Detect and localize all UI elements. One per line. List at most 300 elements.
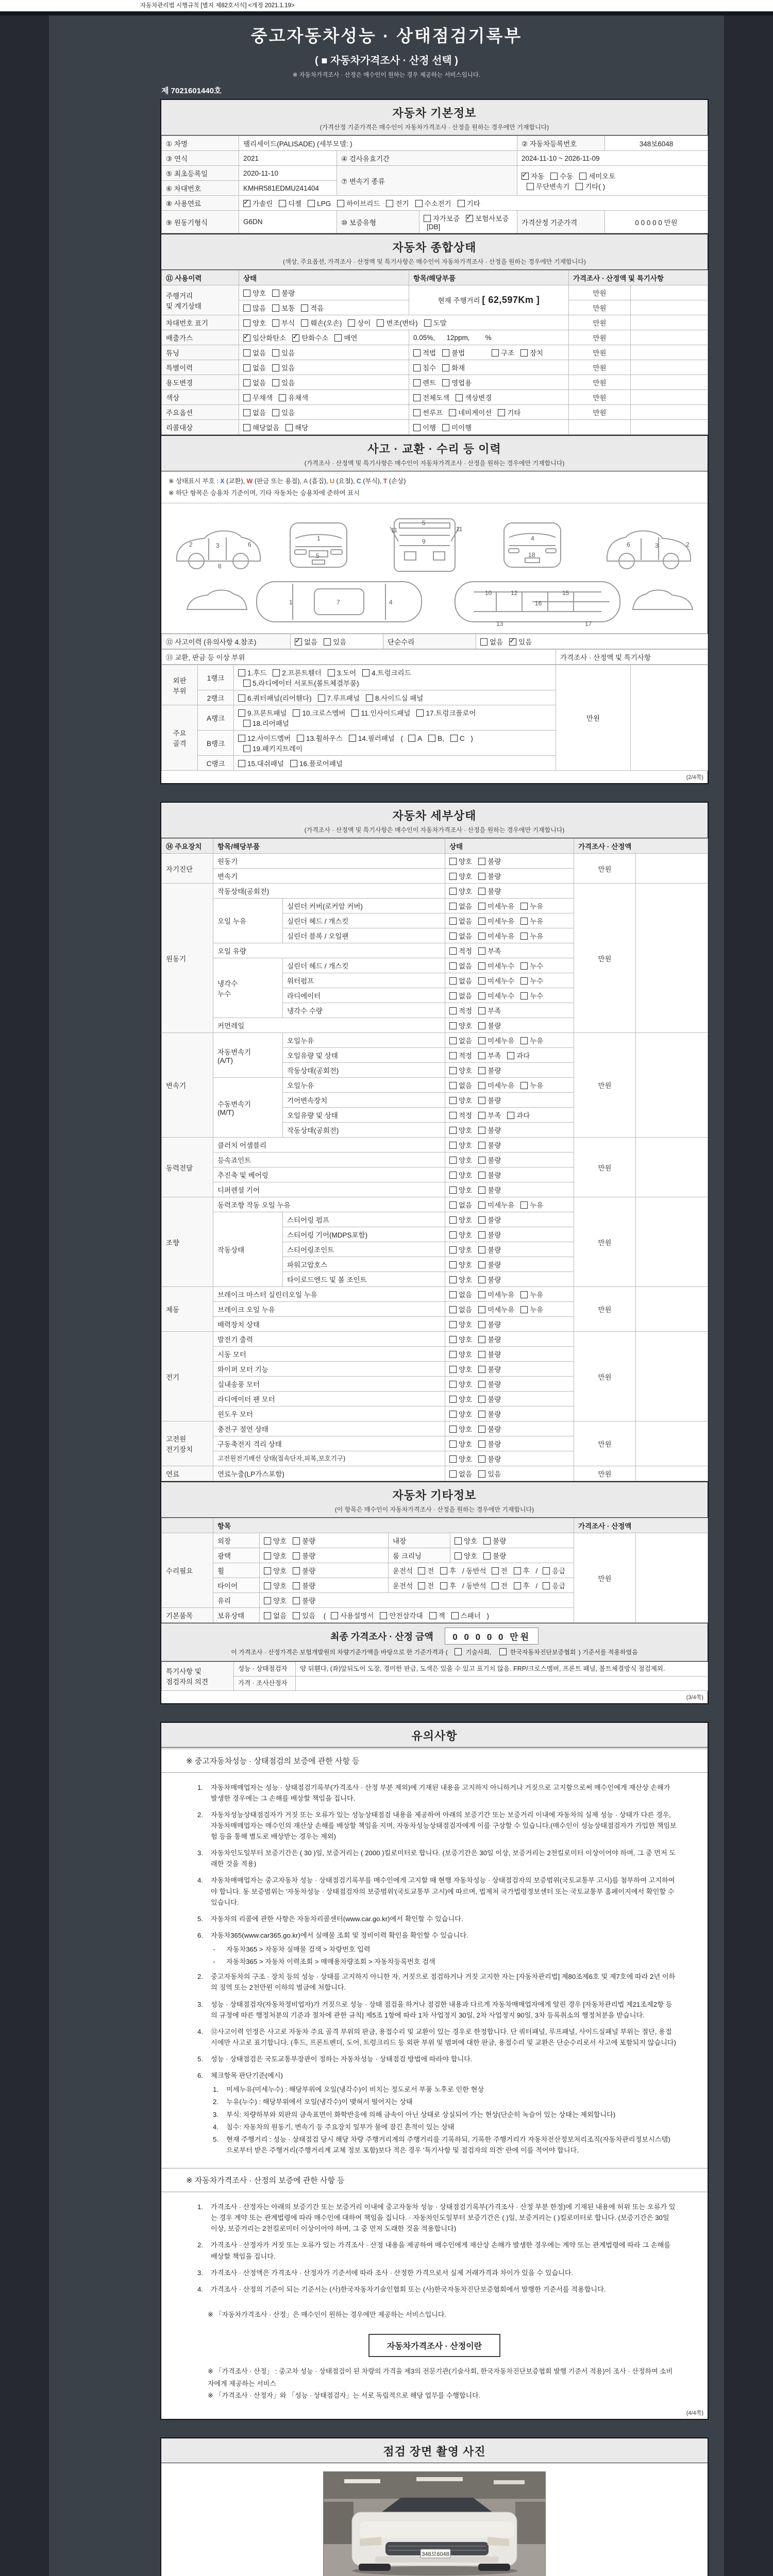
- checkbox[interactable]: [449, 1291, 457, 1298]
- cell: [409, 420, 569, 435]
- checkbox[interactable]: [478, 1142, 485, 1149]
- checkbox[interactable]: [550, 173, 558, 180]
- checkbox[interactable]: [449, 1261, 457, 1268]
- checkbox[interactable]: [308, 200, 315, 207]
- checkbox[interactable]: [520, 962, 528, 970]
- cell: 브레이크 마스터 실린더오일 누유: [213, 1287, 445, 1302]
- checkbox[interactable]: [449, 1052, 457, 1059]
- checkbox[interactable]: [478, 1351, 485, 1358]
- cell: [636, 884, 708, 1033]
- checkbox[interactable]: [478, 962, 485, 970]
- checkbox[interactable]: [243, 334, 250, 342]
- checkbox[interactable]: [440, 1582, 447, 1589]
- checkbox[interactable]: [293, 1552, 300, 1560]
- option-prefix: /: [533, 1567, 538, 1575]
- checkbox[interactable]: [492, 349, 499, 357]
- checkbox[interactable]: [301, 304, 308, 312]
- checkbox[interactable]: [576, 183, 583, 190]
- section-overall: [161, 233, 708, 270]
- checkbox[interactable]: [498, 409, 505, 416]
- checkbox[interactable]: [449, 858, 457, 865]
- checkbox[interactable]: [455, 1648, 462, 1655]
- checkbox[interactable]: [243, 394, 250, 401]
- checkbox[interactable]: [449, 1306, 457, 1313]
- checkbox[interactable]: [386, 200, 393, 207]
- checkbox[interactable]: [362, 669, 369, 676]
- checkbox[interactable]: [478, 1157, 485, 1164]
- card-notices: [160, 1722, 709, 2420]
- etc-info-table: [161, 1518, 708, 1623]
- checkbox[interactable]: [450, 735, 458, 742]
- checkbox[interactable]: [416, 709, 424, 717]
- checkbox[interactable]: [449, 1157, 457, 1164]
- checkbox[interactable]: [478, 1381, 485, 1388]
- checkbox[interactable]: [292, 334, 299, 342]
- checkbox[interactable]: [442, 364, 449, 371]
- checkbox[interactable]: [334, 334, 342, 342]
- checkbox[interactable]: [418, 1567, 425, 1574]
- checkbox[interactable]: [337, 200, 344, 207]
- checkbox[interactable]: [478, 1455, 485, 1463]
- checkbox[interactable]: [478, 1231, 485, 1239]
- notice-block2-list: [161, 2192, 708, 2308]
- checkbox[interactable]: [455, 1552, 462, 1560]
- cell: 튜닝: [162, 345, 239, 360]
- checkbox[interactable]: [478, 1082, 485, 1089]
- checkbox[interactable]: [413, 394, 421, 401]
- checkbox-label: 불량: [493, 1552, 507, 1560]
- checkbox[interactable]: [478, 1396, 485, 1403]
- checkbox[interactable]: [478, 1216, 485, 1224]
- checkbox[interactable]: [273, 669, 280, 676]
- divider: [0, 11, 773, 15]
- checkbox-label: 양호: [459, 1396, 473, 1403]
- cell: 기어변속장치: [283, 1093, 445, 1108]
- checkbox[interactable]: [449, 409, 456, 416]
- checkbox[interactable]: [449, 1276, 457, 1283]
- checkbox[interactable]: [243, 720, 250, 727]
- checkbox[interactable]: [293, 1597, 300, 1604]
- checkbox-label: 양호: [459, 1381, 473, 1388]
- checkbox-label: 없음: [459, 1037, 473, 1045]
- cell: 작동상태: [213, 1212, 283, 1287]
- checkbox[interactable]: [520, 1037, 528, 1044]
- checkbox[interactable]: [449, 1231, 457, 1239]
- checkbox[interactable]: [348, 319, 355, 327]
- checkbox[interactable]: [272, 319, 279, 327]
- cell: G6DN: [239, 211, 337, 233]
- checkbox[interactable]: [478, 1246, 485, 1253]
- cell: [445, 1451, 574, 1466]
- checkbox[interactable]: [478, 858, 485, 865]
- checkbox[interactable]: [520, 918, 528, 925]
- checkbox[interactable]: [478, 977, 485, 985]
- checkbox-label: 불량: [488, 1216, 501, 1224]
- checkbox[interactable]: [418, 1582, 425, 1589]
- checkbox[interactable]: [318, 694, 325, 702]
- checkbox[interactable]: [243, 409, 250, 416]
- checkbox-label: 부족: [488, 1052, 501, 1060]
- checkbox-label: 양호: [459, 1216, 473, 1224]
- checkbox[interactable]: [449, 1142, 457, 1149]
- checkbox[interactable]: [478, 933, 485, 940]
- basic-info-table: [161, 135, 708, 233]
- checkbox[interactable]: [243, 200, 250, 207]
- checkbox[interactable]: [272, 409, 279, 416]
- checkbox[interactable]: [243, 349, 250, 357]
- checkbox[interactable]: [272, 379, 279, 386]
- checkbox[interactable]: [520, 1306, 528, 1313]
- checkbox[interactable]: [238, 760, 245, 767]
- checkbox[interactable]: [331, 1612, 338, 1619]
- checkbox[interactable]: [492, 1567, 499, 1574]
- checkbox[interactable]: [264, 1567, 271, 1574]
- checkbox[interactable]: [520, 1201, 528, 1209]
- checkbox[interactable]: [478, 1411, 485, 1418]
- checkbox[interactable]: [478, 918, 485, 925]
- checkbox[interactable]: [449, 1127, 457, 1134]
- checkbox[interactable]: [324, 638, 331, 646]
- checkbox[interactable]: [449, 1366, 457, 1373]
- checkbox[interactable]: [449, 977, 457, 985]
- checkbox-label: 네비게이션: [458, 409, 492, 417]
- checkbox[interactable]: [413, 349, 421, 357]
- section-notice: [161, 1723, 708, 1748]
- checkbox[interactable]: [483, 1537, 491, 1545]
- checkbox[interactable]: [429, 1612, 436, 1619]
- section-detail: [161, 803, 708, 838]
- checkbox-label: 불량: [302, 1552, 316, 1560]
- checkbox[interactable]: [449, 1097, 457, 1104]
- checkbox[interactable]: [449, 992, 457, 999]
- checkbox[interactable]: [449, 1440, 457, 1448]
- checkbox-label: 있음: [281, 379, 295, 387]
- checkbox[interactable]: [514, 1567, 521, 1574]
- cell: [631, 420, 708, 435]
- checkbox[interactable]: [449, 1112, 457, 1119]
- checkbox[interactable]: [449, 1426, 457, 1433]
- final-price-label: 최종 가격조사 · 산정 금액: [330, 1631, 433, 1642]
- checkbox[interactable]: [543, 1582, 550, 1589]
- checkbox[interactable]: [449, 903, 457, 910]
- cell: [445, 1093, 574, 1108]
- checkbox[interactable]: [351, 709, 359, 717]
- checkbox[interactable]: [478, 947, 485, 955]
- checkbox-label: 없음: [459, 977, 473, 985]
- checkbox[interactable]: [415, 200, 423, 207]
- table-row: [162, 1662, 708, 1676]
- checkbox[interactable]: [297, 735, 304, 742]
- checkbox-label: 수동: [560, 172, 574, 180]
- checkbox-label: 2.프론트휀더: [282, 669, 322, 677]
- checkbox[interactable]: [480, 638, 488, 646]
- checkbox[interactable]: [449, 888, 457, 895]
- cell: 주행거리 및 계기상태: [162, 285, 239, 315]
- checkbox[interactable]: [478, 1007, 485, 1014]
- checkbox[interactable]: [478, 1426, 485, 1433]
- checkbox[interactable]: [483, 1552, 491, 1560]
- cell: 2021: [239, 151, 337, 166]
- cell: 만원: [574, 1197, 636, 1287]
- cell: 연료: [162, 1466, 213, 1481]
- checkbox[interactable]: [509, 638, 516, 646]
- checkbox[interactable]: [478, 1187, 485, 1194]
- checkbox[interactable]: [520, 992, 528, 999]
- checkbox-label: 해당: [295, 424, 309, 432]
- checkbox[interactable]: [272, 304, 279, 312]
- checkbox-label: 불량: [302, 1582, 316, 1590]
- price-survey-info-button[interactable]: 자동차가격조사 · 산정이란: [368, 2334, 500, 2357]
- checkbox[interactable]: [520, 933, 528, 940]
- checkbox[interactable]: [264, 1612, 271, 1619]
- cell: 2020-11-10: [239, 166, 337, 181]
- checkbox[interactable]: [377, 319, 384, 327]
- checkbox[interactable]: [295, 638, 302, 646]
- damage-code-desc: (부식),: [363, 478, 383, 485]
- checkbox[interactable]: [492, 1582, 499, 1589]
- cell: ⑬ 교환, 판금 등 이상 부위: [162, 650, 556, 665]
- cell: 동력조향 작동 오일 누유: [213, 1197, 445, 1212]
- checkbox[interactable]: [466, 215, 473, 222]
- cell: [631, 345, 708, 360]
- cell: 348보6048: [605, 136, 708, 151]
- checkbox[interactable]: [264, 1582, 271, 1589]
- checkbox[interactable]: [413, 424, 421, 431]
- checkbox[interactable]: [455, 1537, 462, 1545]
- checkbox[interactable]: [478, 1022, 485, 1029]
- checkbox[interactable]: [243, 745, 250, 752]
- svg-text:2: 2: [686, 541, 690, 548]
- cell: 배력장치 상태: [213, 1317, 445, 1332]
- checkbox-label: 일산화탄소: [253, 334, 287, 342]
- checkbox[interactable]: [293, 1582, 300, 1589]
- checkbox[interactable]: [449, 1187, 457, 1194]
- damage-code-desc: (교환),: [226, 478, 247, 485]
- svg-text:12: 12: [511, 589, 518, 597]
- checkbox[interactable]: [413, 379, 421, 386]
- cell: 오일누유: [283, 1033, 445, 1048]
- checkbox[interactable]: [478, 1127, 485, 1134]
- checkbox[interactable]: [243, 290, 250, 297]
- checkbox-label: 불량: [488, 1381, 501, 1388]
- checkbox[interactable]: [279, 200, 286, 207]
- checkbox[interactable]: [478, 1052, 485, 1059]
- checkbox[interactable]: [449, 1201, 457, 1209]
- checkbox-label: 불량: [488, 1336, 501, 1344]
- checkbox-label: 영업용: [451, 379, 472, 387]
- checkbox[interactable]: [478, 873, 485, 880]
- option-prefix: / 동반석: [460, 1582, 486, 1590]
- checkbox[interactable]: [243, 364, 250, 371]
- checkbox[interactable]: [449, 947, 457, 955]
- cell: 오일유량 및 상태: [283, 1108, 445, 1123]
- checkbox[interactable]: [449, 873, 457, 880]
- checkbox[interactable]: [543, 1567, 550, 1574]
- checkbox[interactable]: [478, 1067, 485, 1074]
- checkbox[interactable]: [272, 364, 279, 371]
- checkbox[interactable]: [449, 962, 457, 970]
- cell: [260, 1578, 389, 1593]
- cell: [445, 988, 574, 1003]
- checkbox[interactable]: [449, 1216, 457, 1224]
- checkbox[interactable]: [478, 888, 485, 895]
- checkbox[interactable]: [478, 1201, 485, 1209]
- checkbox[interactable]: [442, 424, 449, 431]
- checkbox-label: 양호: [273, 1567, 287, 1575]
- checkbox[interactable]: [478, 1172, 485, 1179]
- checkbox[interactable]: [507, 1112, 514, 1119]
- checkbox[interactable]: [449, 1381, 457, 1388]
- checkbox[interactable]: [413, 409, 421, 416]
- checkbox[interactable]: [478, 1037, 485, 1044]
- checkbox[interactable]: [456, 394, 463, 401]
- checkbox[interactable]: [449, 1037, 457, 1044]
- checkbox-label: LPG: [317, 200, 331, 208]
- checkbox[interactable]: [449, 1455, 457, 1463]
- checkbox[interactable]: [264, 1537, 271, 1545]
- checkbox[interactable]: [449, 1172, 457, 1179]
- checkbox[interactable]: [442, 379, 449, 386]
- checkbox[interactable]: [440, 1567, 447, 1574]
- checkbox[interactable]: [478, 1261, 485, 1268]
- checkbox[interactable]: [293, 1567, 300, 1574]
- checkbox-label: 양호: [253, 319, 266, 327]
- checkbox[interactable]: [279, 394, 286, 401]
- checkbox[interactable]: [520, 349, 528, 357]
- checkbox-label: 8.사이드실 패널: [375, 694, 424, 702]
- checkbox-label: 양호: [459, 1455, 473, 1463]
- checkbox[interactable]: [413, 364, 421, 371]
- checkbox[interactable]: [366, 694, 373, 702]
- checkbox-label: 없음: [459, 962, 473, 970]
- checkbox[interactable]: [238, 735, 245, 742]
- checkbox[interactable]: [238, 694, 245, 702]
- checkbox[interactable]: [243, 424, 250, 431]
- cell: 작동상태(공회전): [283, 1063, 445, 1078]
- checkbox[interactable]: [243, 319, 250, 327]
- checkbox[interactable]: [522, 173, 529, 180]
- checkbox[interactable]: [507, 1052, 514, 1059]
- checkbox[interactable]: [520, 1291, 528, 1298]
- checkbox[interactable]: [290, 760, 297, 767]
- checkbox[interactable]: [527, 183, 534, 190]
- notice-item: 2. 자동차성능상태점검자가 거짓 또는 오류가 있는 성능상태점검 내용을 제공하여 아래의 보증기간 또는 보증거리 이내에 자동차의 실제 성능 · 상태가 다른 경우, 자동차매매업자는 매수인의 재산상 손해를 배상할 책임을 지며, 자동차성능상태점검자에게 이를 구상할 수 있습니다.(매수인이 성능상태점검자가 가입한 책임보험 등을 통해 별도로 배상받는 경우는 제외): [197, 1810, 677, 1840]
- checkbox[interactable]: [478, 1470, 485, 1478]
- checkbox[interactable]: [380, 1612, 387, 1619]
- cell: [445, 1003, 574, 1018]
- checkbox[interactable]: [408, 735, 415, 742]
- section-title: 자동차 기타정보: [392, 1489, 477, 1502]
- checkbox[interactable]: [328, 669, 335, 676]
- table-row: [162, 1676, 708, 1690]
- checkbox[interactable]: [243, 304, 250, 312]
- checkbox[interactable]: [243, 379, 250, 386]
- checkbox[interactable]: [449, 1082, 457, 1089]
- cell: 브레이크 오일 누유: [213, 1302, 445, 1317]
- checkbox[interactable]: [520, 977, 528, 985]
- checkbox[interactable]: [272, 290, 279, 297]
- checkbox[interactable]: [428, 735, 435, 742]
- cell: 유리: [213, 1593, 260, 1608]
- checkbox[interactable]: [293, 709, 300, 717]
- section-title: 자동차 기본정보: [392, 107, 477, 120]
- checkbox[interactable]: [520, 1082, 528, 1089]
- cell: 휠: [213, 1563, 260, 1578]
- checkbox[interactable]: [458, 200, 465, 207]
- checkbox[interactable]: [449, 1321, 457, 1328]
- checkbox[interactable]: [449, 1470, 457, 1478]
- notice-item: 2. 가격조사 · 산정자가 거짓 또는 오류가 있는 가격조사 · 산정 내용을 제공하여 매수인에게 재산상 손해가 발생한 경우에는 계약 또는 관계법령에 따라 그 손해를 배상할 책임을 집니다.: [197, 2241, 670, 2260]
- checkbox[interactable]: [449, 1336, 457, 1343]
- cell: [450, 1548, 574, 1563]
- checkbox[interactable]: [478, 903, 485, 910]
- checkbox[interactable]: [449, 1396, 457, 1403]
- checkbox[interactable]: [349, 735, 356, 742]
- checkbox-label: 불량: [488, 1396, 501, 1403]
- cell: [631, 375, 708, 390]
- notice-item: 5. 성능 · 상태점검은 국토교통부장관이 정하는 자동차성능 · 상태점검 방법에 따라야 합니다.: [197, 2055, 473, 2063]
- checkbox[interactable]: [449, 1022, 457, 1029]
- checkbox-label: 양호: [459, 888, 473, 895]
- checkbox-label: 1.후드: [247, 669, 267, 677]
- checkbox[interactable]: [579, 173, 586, 180]
- checkbox[interactable]: [264, 1597, 271, 1604]
- table-row: [162, 420, 708, 435]
- checkbox[interactable]: [285, 424, 293, 431]
- cell: [636, 1466, 708, 1481]
- checkbox[interactable]: [449, 918, 457, 925]
- checkbox[interactable]: [293, 1537, 300, 1545]
- checkbox[interactable]: [238, 669, 245, 676]
- checkbox[interactable]: [478, 1291, 485, 1298]
- checkbox[interactable]: [478, 1440, 485, 1448]
- checkbox[interactable]: [424, 319, 431, 327]
- cell: [260, 1608, 574, 1623]
- cell: 자기진단: [162, 854, 213, 884]
- cell: 리콜대상: [162, 420, 239, 435]
- checkbox[interactable]: [451, 1612, 459, 1619]
- checkbox[interactable]: [238, 709, 245, 717]
- checkbox[interactable]: [478, 1276, 485, 1283]
- checkbox[interactable]: [520, 903, 528, 910]
- checkbox[interactable]: [243, 680, 250, 687]
- checkbox[interactable]: [514, 1582, 521, 1589]
- cell: 타이어: [213, 1578, 260, 1593]
- checkbox[interactable]: [449, 933, 457, 940]
- checkbox[interactable]: [478, 1321, 485, 1328]
- checkbox[interactable]: [449, 1067, 457, 1074]
- checkbox[interactable]: [293, 1612, 300, 1619]
- checkbox[interactable]: [478, 1112, 485, 1119]
- checkbox[interactable]: [449, 1351, 457, 1358]
- checkbox[interactable]: [449, 1007, 457, 1014]
- checkbox[interactable]: [264, 1552, 271, 1560]
- checkbox[interactable]: [449, 1246, 457, 1253]
- checkbox[interactable]: [442, 349, 449, 357]
- checkbox[interactable]: [478, 1336, 485, 1343]
- checkbox[interactable]: [424, 215, 431, 222]
- checkbox[interactable]: [301, 319, 308, 327]
- checkbox-label: 없음: [459, 918, 473, 925]
- checkbox[interactable]: [478, 1306, 485, 1313]
- checkbox[interactable]: [478, 1366, 485, 1373]
- checkbox[interactable]: [449, 1411, 457, 1418]
- checkbox[interactable]: [478, 1097, 485, 1104]
- checkbox[interactable]: [499, 1648, 507, 1655]
- cell: [445, 854, 574, 869]
- checkbox[interactable]: [272, 349, 279, 357]
- checkbox[interactable]: [478, 992, 485, 999]
